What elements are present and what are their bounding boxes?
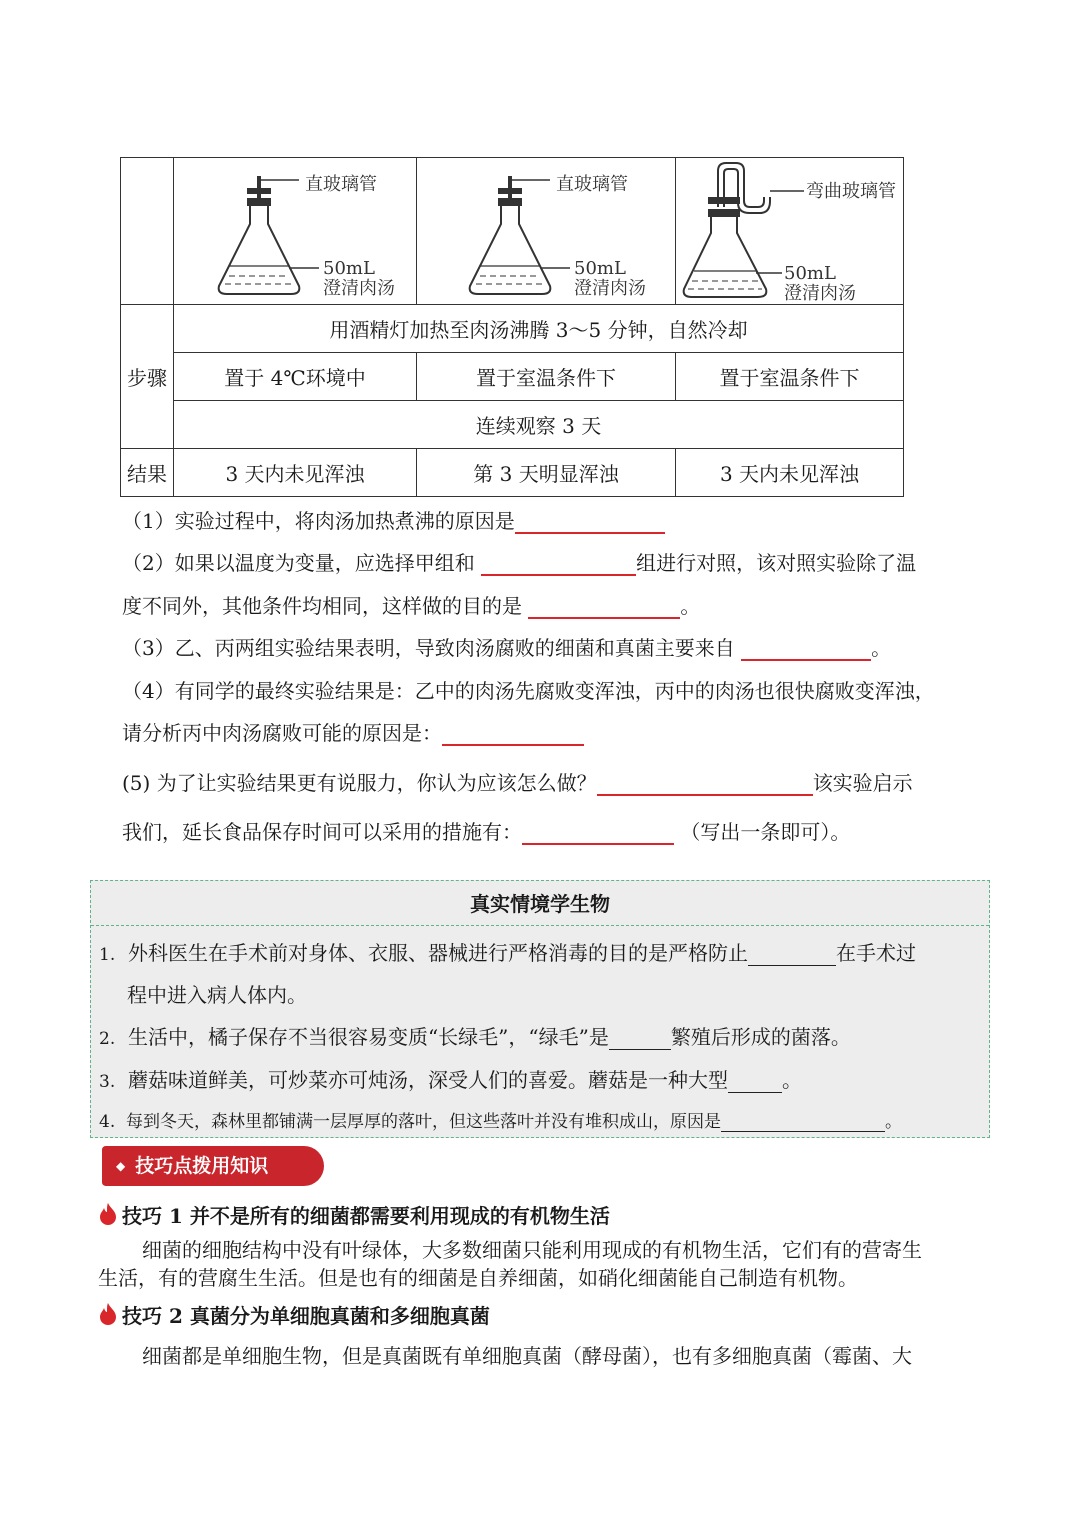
- answer-blank[interactable]: [442, 722, 584, 746]
- answer-blank[interactable]: [522, 821, 674, 845]
- context-item-4: [99, 1107, 902, 1132]
- item-text: 繁殖后形成的菌落。: [670, 1025, 851, 1049]
- question-4-cont: [122, 720, 984, 746]
- item-number: 1.: [99, 945, 116, 965]
- answer-blank[interactable]: [481, 552, 636, 576]
- question-text: 我们，延长食品保存时间可以采用的措施有：: [122, 820, 522, 844]
- answer-blank[interactable]: [741, 637, 871, 661]
- content-label: 澄清肉汤: [574, 278, 646, 296]
- context-item-2: [99, 1021, 851, 1050]
- content-label: 澄清肉汤: [323, 278, 395, 296]
- item-text: 。: [781, 1068, 802, 1092]
- question-text: 该实验启示: [812, 771, 913, 795]
- question-text: 。: [871, 636, 892, 660]
- answer-blank[interactable]: [721, 1113, 885, 1132]
- question-text: (5) 为了让实验结果更有说服力，你认为应该怎么做？: [122, 771, 597, 795]
- empty-cell: [121, 158, 174, 305]
- flask-straight-tube-icon: [195, 166, 395, 296]
- flask-a-cell: [174, 158, 417, 305]
- context-title: 真实情境学生物: [91, 881, 989, 926]
- context-item-1-cont: [127, 979, 307, 1008]
- context-box: [90, 880, 990, 1138]
- tube-label: 直玻璃管: [305, 174, 377, 195]
- step-heat: 用酒精灯加热至肉汤沸腾 3～5 分钟，自然冷却: [174, 305, 904, 353]
- content-label: 澄清肉汤: [783, 283, 856, 301]
- experiment-table: [120, 157, 904, 497]
- flask-b-cell: [417, 158, 676, 305]
- answer-blank[interactable]: [748, 945, 836, 966]
- tube-label: 直玻璃管: [556, 174, 628, 195]
- item-text: 蘑菇味道鲜美，可炒菜亦可炖汤，深受人们的喜爱。蘑菇是一种大型: [127, 1068, 728, 1092]
- question-text: 组进行对照，该对照实验除了温: [636, 551, 917, 575]
- tip-2-heading: [98, 1300, 490, 1329]
- question-text: 。: [680, 594, 701, 618]
- question-4: [122, 678, 984, 704]
- tip-1-heading: [98, 1200, 610, 1229]
- step-observe: 连续观察 3 天: [174, 401, 904, 449]
- paragraph-line: 细菌的细胞结构中没有叶绿体，大多数细菌只能利用现成的有机物生活，它们有的营寄生: [142, 1238, 922, 1262]
- volume-label: 50mL: [323, 258, 375, 279]
- item-number: 3.: [99, 1072, 116, 1092]
- steps-row-2: [121, 353, 904, 401]
- item-text: 。: [885, 1112, 903, 1132]
- steps-label: 步骤: [121, 305, 174, 449]
- item-text: 程中进入病人体内。: [127, 983, 307, 1007]
- tip-2-body: [98, 1342, 984, 1370]
- question-text: （写出一条即可）。: [680, 820, 851, 844]
- flask-curved-tube-icon: [678, 161, 902, 301]
- flask-c-cell: [676, 158, 904, 305]
- tips-banner: [102, 1146, 324, 1186]
- item-text: 生活中，橘子保存不当很容易变质“长绿毛”，“绿毛”是: [127, 1025, 609, 1049]
- answer-blank[interactable]: [528, 595, 680, 619]
- banner-text: 技巧点拨用知识: [135, 1155, 269, 1177]
- question-1: [122, 508, 984, 534]
- flame-icon: [98, 1302, 118, 1326]
- result-label: 结果: [121, 449, 174, 497]
- result-b: 第 3 天明显浑浊: [417, 449, 676, 497]
- question-2: [122, 550, 984, 576]
- result-a: 3 天内未见浑浊: [174, 449, 417, 497]
- question-5: [122, 770, 984, 796]
- tube-label: 弯曲玻璃管: [805, 181, 896, 202]
- flame-icon: [98, 1202, 118, 1226]
- answer-blank[interactable]: [609, 1029, 671, 1050]
- volume-label: 50mL: [574, 258, 626, 279]
- answer-blank[interactable]: [728, 1072, 782, 1093]
- volume-label: 50mL: [783, 263, 836, 284]
- tip-1-title: 技巧 1 并不是所有的细菌都需要利用现成的有机物生活: [122, 1204, 610, 1228]
- tip-1-body: [98, 1236, 984, 1292]
- item-text: 每到冬天，森林里都铺满一层厚厚的落叶，但这些落叶并没有堆积成山，原因是: [126, 1112, 722, 1132]
- condition-c: 置于室温条件下: [676, 353, 904, 401]
- context-item-1: [99, 937, 916, 966]
- result-c: 3 天内未见浑浊: [676, 449, 904, 497]
- question-2-cont: [122, 593, 984, 619]
- steps-row-1: [121, 305, 904, 353]
- answer-blank[interactable]: [515, 510, 665, 534]
- question-text: 度不同外，其他条件均相同，这样做的目的是: [122, 594, 522, 618]
- question-text: （4）有同学的最终实验结果是：乙中的肉汤先腐败变浑浊，丙中的肉汤也很快腐败变浑浊，: [122, 679, 935, 703]
- condition-a: 置于 4℃环境中: [174, 353, 417, 401]
- item-number: 4.: [99, 1112, 116, 1132]
- paragraph-line: 细菌都是单细胞生物，但是真菌既有单细胞真菌（酵母菌），也有多细胞真菌（霉菌、大: [142, 1344, 912, 1368]
- flask-straight-tube-icon: [446, 166, 646, 296]
- item-number: 2.: [99, 1029, 116, 1049]
- context-item-3: [99, 1064, 802, 1093]
- flask-row: [121, 158, 904, 305]
- question-text: （2）如果以温度为变量，应选择甲组和: [122, 551, 475, 575]
- steps-row-3: [121, 401, 904, 449]
- question-text: 请分析丙中肉汤腐败可能的原因是：: [122, 721, 442, 745]
- item-text: 外科医生在手术前对身体、衣服、器械进行严格消毒的目的是严格防止: [127, 941, 748, 965]
- results-row: [121, 449, 904, 497]
- answer-blank[interactable]: [597, 772, 813, 796]
- question-3: [122, 635, 984, 661]
- tip-2-title: 技巧 2 真菌分为单细胞真菌和多细胞真菌: [122, 1304, 490, 1328]
- question-5-cont: [122, 819, 984, 845]
- item-text: 在手术过: [835, 941, 916, 965]
- question-text: （3）乙、丙两组实验结果表明，导致肉汤腐败的细菌和真菌主要来自: [122, 636, 735, 660]
- condition-b: 置于室温条件下: [417, 353, 676, 401]
- diamond-icon: ◆: [116, 1159, 126, 1173]
- question-text: （1）实验过程中，将肉汤加热煮沸的原因是: [122, 509, 515, 533]
- paragraph-line: 生活，有的营腐生生活。但是也有的细菌是自养细菌，如硝化细菌能自己制造有机物。: [98, 1266, 858, 1290]
